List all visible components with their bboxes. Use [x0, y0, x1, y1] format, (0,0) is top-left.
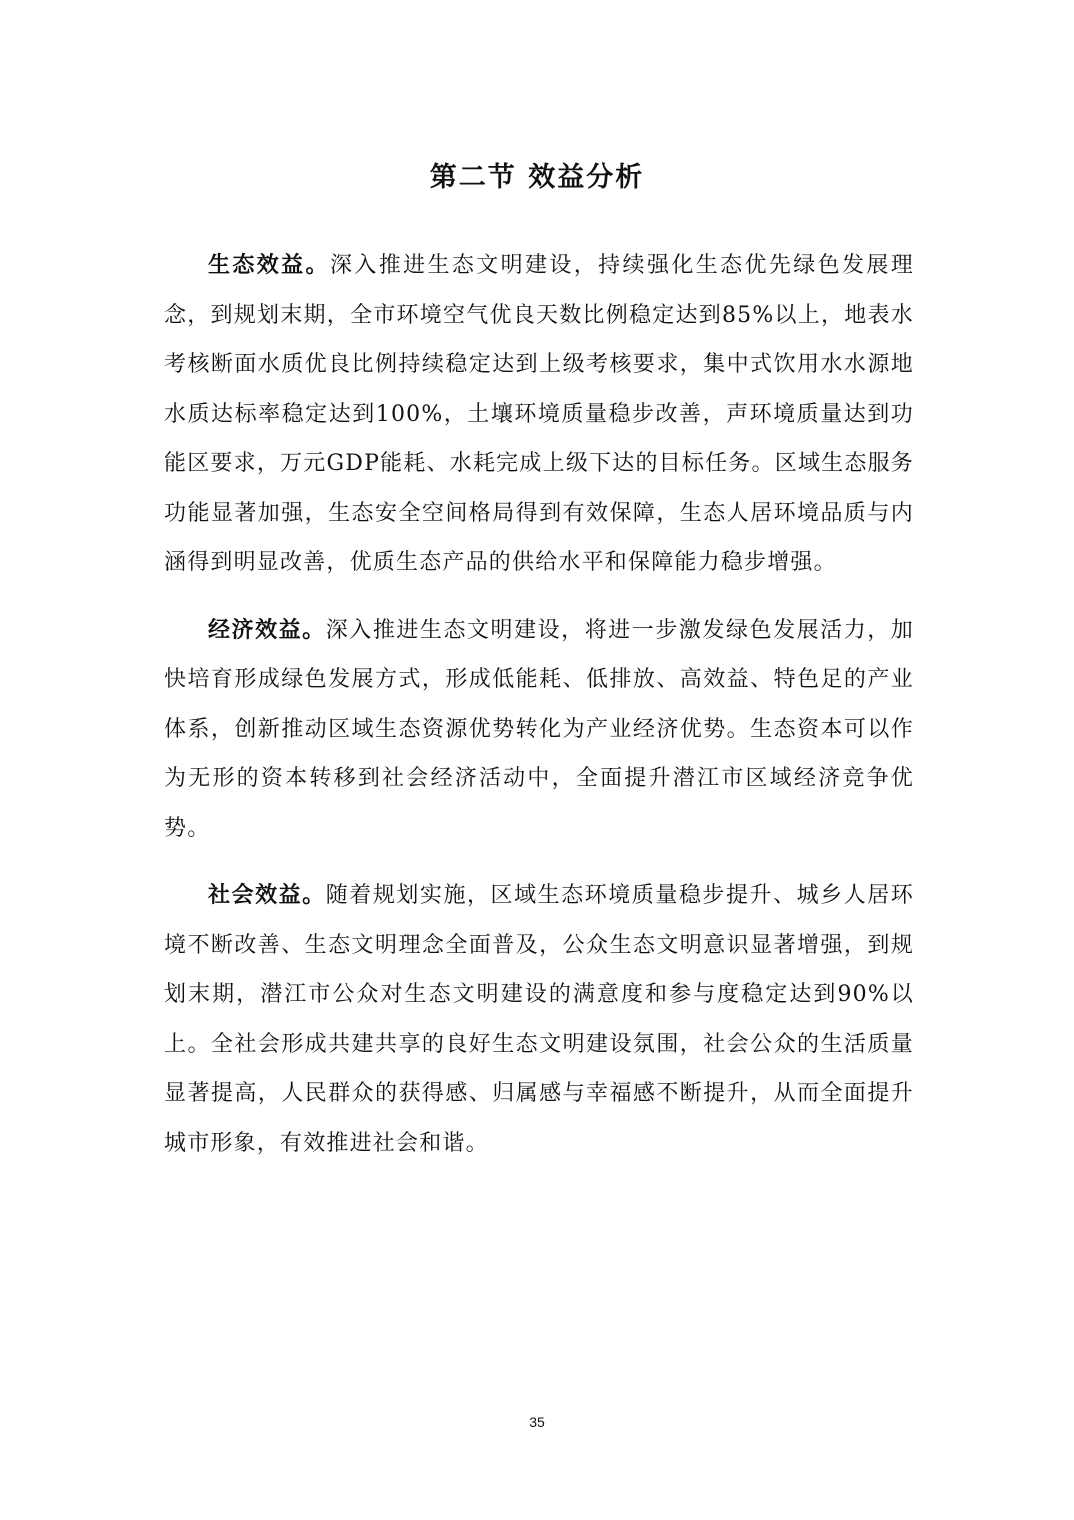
paragraph-social-benefit — [164, 871, 914, 1168]
paragraph-lead: 社会效益。 — [208, 882, 326, 908]
paragraph-ecological-benefit — [164, 241, 914, 588]
body-text — [164, 241, 914, 1186]
paragraph-lead: 生态效益。 — [208, 252, 330, 278]
paragraph-text: 深入推进生态文明建设，将进一步激发绿色发展活力，加快培育形成绿色发展方式，形成低能耗、低排放、高效益、特色足的产业体系，创新推动区域生态资源优势转化为产业经济优势。生态资本可以作为无形的资本转移到社会经济活动中，全面提升潜江市区域经济竞争优势。 — [164, 617, 914, 841]
page-number: 35 — [529, 1414, 545, 1430]
paragraph-text: 随着规划实施，区域生态环境质量稳步提升、城乡人居环境不断改善、生态文明理念全面普及，公众生态文明意识显著增强，到规划末期，潜江市公众对生态文明建设的满意度和参与度稳定达到90%以上。全社会形成共建共享的良好生态文明建设氛围，社会公众的生活质量显著提高，人民群众的获得感、归属感与幸福感不断提升，从而全面提升城市形象，有效推进社会和谐。 — [164, 883, 914, 1156]
section-title: 第二节 效益分析 — [429, 162, 645, 193]
paragraph-economic-benefit — [164, 606, 914, 854]
paragraph-text: 深入推进生态文明建设，持续强化生态优先绿色发展理念，到规划末期，全市环境空气优良天数比例稳定达到85%以上，地表水考核断面水质优良比例持续稳定达到上级考核要求，集中式饮用水水源地水质达标率稳定达到100%，土壤环境质量稳步改善，声环境质量达到功能区要求，万元GDP能耗、水耗完成上级下达的目标任务。区域生态服务功能显著加强，生态安全空间格局得到有效保障，生态人居环境品质与内涵得到明显改善，优质生态产品的供给水平和保障能力稳步增强。 — [164, 253, 914, 575]
paragraph-lead: 经济效益。 — [208, 616, 326, 643]
